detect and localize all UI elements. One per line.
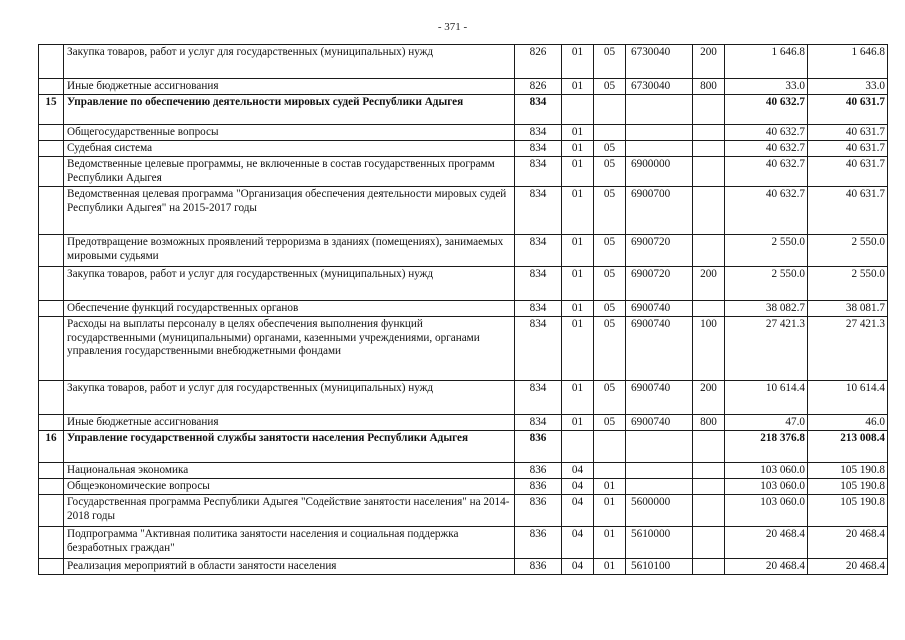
amount-year-1: 20 468.4 (725, 527, 808, 559)
section-code: 01 (562, 381, 594, 415)
amount-year-2: 105 190.8 (808, 479, 888, 495)
expense-type-code: 200 (693, 381, 725, 415)
item-name: Государственная программа Республики Адыгея "Содействие занятости населения" на 2014-2018 годы (64, 495, 515, 527)
table-row (39, 187, 888, 235)
subsection-code: 05 (594, 187, 626, 235)
section-code: 01 (562, 45, 594, 79)
item-name: Закупка товаров, работ и услуг для государственных (муниципальных) нужд (64, 45, 515, 79)
expense-type-code (693, 495, 725, 527)
row-number (39, 157, 64, 187)
item-name: Иные бюджетные ассигнования (64, 79, 515, 95)
expense-type-code (693, 559, 725, 575)
amount-year-1: 10 614.4 (725, 381, 808, 415)
item-name: Реализация мероприятий в области занятости населения (64, 559, 515, 575)
target-article-code: 6900720 (626, 235, 693, 267)
ministry-code: 836 (515, 559, 562, 575)
subsection-code: 01 (594, 495, 626, 527)
amount-year-2: 40 631.7 (808, 125, 888, 141)
expense-type-code (693, 301, 725, 317)
table-row (39, 267, 888, 301)
item-name: Закупка товаров, работ и услуг для государственных (муниципальных) нужд (64, 267, 515, 301)
ministry-code: 836 (515, 495, 562, 527)
target-article-code (626, 95, 693, 125)
row-number (39, 415, 64, 431)
table-row (39, 415, 888, 431)
section-code: 01 (562, 157, 594, 187)
item-name: Расходы на выплаты персоналу в целях обеспечения выполнения функций государственными (муниципальными) органами, казенными учреждениями, органами управления государственными внебюджетными фондами (64, 317, 515, 381)
target-article-code: 6730040 (626, 79, 693, 95)
subsection-code (594, 431, 626, 463)
subsection-code: 05 (594, 415, 626, 431)
table-row (39, 125, 888, 141)
subsection-code (594, 125, 626, 141)
item-name: Ведомственные целевые программы, не включенные в состав государственных программ Республики Адыгея (64, 157, 515, 187)
subsection-code: 01 (594, 527, 626, 559)
target-article-code (626, 431, 693, 463)
amount-year-1: 40 632.7 (725, 141, 808, 157)
amount-year-1: 47.0 (725, 415, 808, 431)
item-name: Судебная система (64, 141, 515, 157)
item-name: Общегосударственные вопросы (64, 125, 515, 141)
table-row (39, 45, 888, 79)
row-number (39, 125, 64, 141)
target-article-code: 6900700 (626, 187, 693, 235)
subsection-code: 05 (594, 381, 626, 415)
subsection-code: 01 (594, 559, 626, 575)
target-article-code (626, 125, 693, 141)
row-number (39, 267, 64, 301)
ministry-code: 834 (515, 141, 562, 157)
section-code: 04 (562, 479, 594, 495)
expense-type-code: 200 (693, 45, 725, 79)
ministry-code: 834 (515, 187, 562, 235)
amount-year-1: 218 376.8 (725, 431, 808, 463)
amount-year-2: 20 468.4 (808, 559, 888, 575)
section-code: 04 (562, 559, 594, 575)
target-article-code (626, 463, 693, 479)
target-article-code: 5610100 (626, 559, 693, 575)
table-row (39, 95, 888, 125)
section-code: 01 (562, 141, 594, 157)
page-number: - 371 - (437, 21, 468, 33)
subsection-code (594, 463, 626, 479)
expense-type-code: 200 (693, 267, 725, 301)
item-name: Ведомственная целевая программа "Организация обеспечения деятельности мировых судей Республики Адыгея" на 2015-2017 годы (64, 187, 515, 235)
amount-year-2: 33.0 (808, 79, 888, 95)
subsection-code: 05 (594, 79, 626, 95)
item-name: Обеспечение функций государственных органов (64, 301, 515, 317)
table-row (39, 157, 888, 187)
ministry-code: 826 (515, 79, 562, 95)
amount-year-1: 103 060.0 (725, 463, 808, 479)
table-row (39, 463, 888, 479)
item-name: Общеэкономические вопросы (64, 479, 515, 495)
amount-year-1: 103 060.0 (725, 495, 808, 527)
budget-table (38, 44, 888, 575)
table-row (39, 559, 888, 575)
amount-year-1: 2 550.0 (725, 267, 808, 301)
ministry-code: 836 (515, 431, 562, 463)
row-number: 16 (39, 431, 64, 463)
amount-year-1: 33.0 (725, 79, 808, 95)
subsection-code: 01 (594, 479, 626, 495)
row-number (39, 235, 64, 267)
expense-type-code (693, 479, 725, 495)
expense-type-code: 100 (693, 317, 725, 381)
expense-type-code: 800 (693, 79, 725, 95)
expense-type-code (693, 235, 725, 267)
amount-year-2: 46.0 (808, 415, 888, 431)
item-name: Управление по обеспечению деятельности мировых судей Республики Адыгея (64, 95, 515, 125)
item-name: Управление государственной службы занятости населения Республики Адыгея (64, 431, 515, 463)
row-number (39, 527, 64, 559)
amount-year-2: 213 008.4 (808, 431, 888, 463)
table-row (39, 141, 888, 157)
subsection-code: 05 (594, 267, 626, 301)
target-article-code: 6900000 (626, 157, 693, 187)
item-name: Закупка товаров, работ и услуг для государственных (муниципальных) нужд (64, 381, 515, 415)
expense-type-code: 800 (693, 415, 725, 431)
section-code: 01 (562, 415, 594, 431)
ministry-code: 834 (515, 415, 562, 431)
row-number (39, 317, 64, 381)
table-row (39, 527, 888, 559)
amount-year-2: 20 468.4 (808, 527, 888, 559)
item-name: Подпрограмма "Активная политика занятости населения и социальная поддержка безработных граждан" (64, 527, 515, 559)
table-row (39, 79, 888, 95)
section-code (562, 95, 594, 125)
amount-year-2: 105 190.8 (808, 495, 888, 527)
target-article-code: 6900740 (626, 381, 693, 415)
target-article-code: 6730040 (626, 45, 693, 79)
amount-year-1: 40 632.7 (725, 187, 808, 235)
row-number (39, 381, 64, 415)
amount-year-1: 40 632.7 (725, 125, 808, 141)
row-number (39, 79, 64, 95)
ministry-code: 836 (515, 479, 562, 495)
amount-year-2: 105 190.8 (808, 463, 888, 479)
target-article-code (626, 141, 693, 157)
section-code: 01 (562, 317, 594, 381)
amount-year-1: 103 060.0 (725, 479, 808, 495)
target-article-code (626, 479, 693, 495)
amount-year-1: 27 421.3 (725, 317, 808, 381)
ministry-code: 836 (515, 463, 562, 479)
ministry-code: 834 (515, 267, 562, 301)
expense-type-code (693, 157, 725, 187)
amount-year-1: 20 468.4 (725, 559, 808, 575)
target-article-code: 6900720 (626, 267, 693, 301)
ministry-code: 834 (515, 95, 562, 125)
section-code: 01 (562, 79, 594, 95)
ministry-code: 834 (515, 301, 562, 317)
row-number (39, 141, 64, 157)
target-article-code: 5600000 (626, 495, 693, 527)
ministry-code: 836 (515, 527, 562, 559)
expense-type-code (693, 463, 725, 479)
table-row (39, 479, 888, 495)
target-article-code: 6900740 (626, 317, 693, 381)
subsection-code: 05 (594, 141, 626, 157)
amount-year-2: 27 421.3 (808, 317, 888, 381)
subsection-code (594, 95, 626, 125)
item-name: Иные бюджетные ассигнования (64, 415, 515, 431)
amount-year-2: 40 631.7 (808, 95, 888, 125)
amount-year-2: 10 614.4 (808, 381, 888, 415)
expense-type-code (693, 125, 725, 141)
amount-year-2: 40 631.7 (808, 187, 888, 235)
ministry-code: 834 (515, 125, 562, 141)
subsection-code: 05 (594, 317, 626, 381)
section-code: 04 (562, 495, 594, 527)
row-number (39, 479, 64, 495)
row-number (39, 463, 64, 479)
target-article-code: 6900740 (626, 301, 693, 317)
item-name: Предотвращение возможных проявлений терроризма в зданиях (помещениях), занимаемых мировыми судьями (64, 235, 515, 267)
row-number: 15 (39, 95, 64, 125)
expense-type-code (693, 95, 725, 125)
ministry-code: 826 (515, 45, 562, 79)
ministry-code: 834 (515, 157, 562, 187)
expense-type-code (693, 431, 725, 463)
subsection-code: 05 (594, 157, 626, 187)
table-body (39, 45, 888, 575)
ministry-code: 834 (515, 235, 562, 267)
subsection-code: 05 (594, 301, 626, 317)
table-row (39, 317, 888, 381)
amount-year-2: 40 631.7 (808, 157, 888, 187)
item-name: Национальная экономика (64, 463, 515, 479)
table-row (39, 381, 888, 415)
target-article-code: 6900740 (626, 415, 693, 431)
expense-type-code (693, 187, 725, 235)
amount-year-2: 40 631.7 (808, 141, 888, 157)
amount-year-2: 1 646.8 (808, 45, 888, 79)
section-code (562, 431, 594, 463)
ministry-code: 834 (515, 381, 562, 415)
amount-year-1: 40 632.7 (725, 95, 808, 125)
expense-type-code (693, 527, 725, 559)
amount-year-1: 40 632.7 (725, 157, 808, 187)
subsection-code: 05 (594, 235, 626, 267)
section-code: 01 (562, 301, 594, 317)
row-number (39, 45, 64, 79)
section-code: 04 (562, 527, 594, 559)
row-number (39, 301, 64, 317)
table-row (39, 301, 888, 317)
section-code: 01 (562, 235, 594, 267)
table-row (39, 495, 888, 527)
table-row (39, 235, 888, 267)
amount-year-1: 2 550.0 (725, 235, 808, 267)
target-article-code: 5610000 (626, 527, 693, 559)
section-code: 01 (562, 267, 594, 301)
row-number (39, 559, 64, 575)
amount-year-2: 2 550.0 (808, 267, 888, 301)
amount-year-2: 38 081.7 (808, 301, 888, 317)
row-number (39, 495, 64, 527)
subsection-code: 05 (594, 45, 626, 79)
ministry-code: 834 (515, 317, 562, 381)
section-code: 01 (562, 187, 594, 235)
section-code: 04 (562, 463, 594, 479)
amount-year-1: 1 646.8 (725, 45, 808, 79)
row-number (39, 187, 64, 235)
section-code: 01 (562, 125, 594, 141)
amount-year-2: 2 550.0 (808, 235, 888, 267)
amount-year-1: 38 082.7 (725, 301, 808, 317)
table-row (39, 431, 888, 463)
expense-type-code (693, 141, 725, 157)
